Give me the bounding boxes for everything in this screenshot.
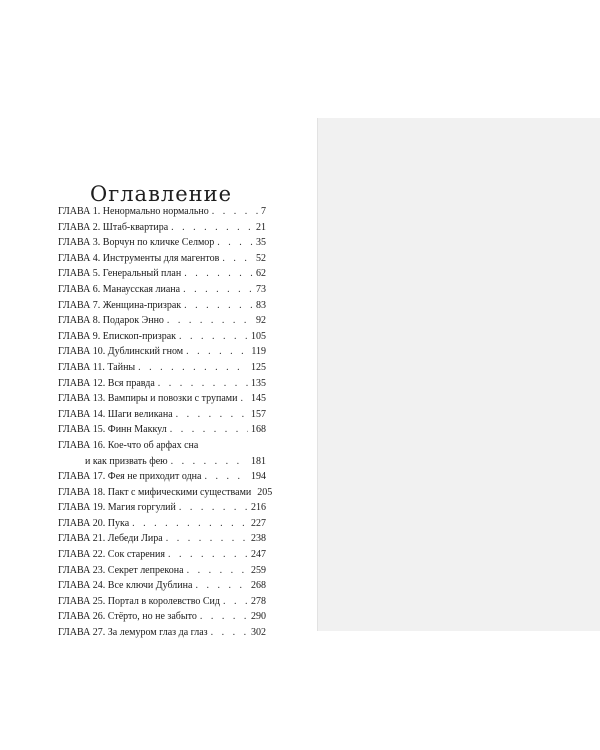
- toc-leader-dots: [222, 253, 253, 264]
- toc-entry: [58, 346, 266, 362]
- toc-entry-page: 125: [251, 361, 266, 373]
- toc-title: Оглавление: [90, 182, 233, 207]
- toc-leader-dots: [170, 424, 248, 435]
- toc-entry-title: ГЛАВА 21. Лебеди Лира: [58, 533, 163, 545]
- toc-leader-dots: [171, 222, 253, 233]
- toc-entry-title: ГЛАВА 6. Манаусская лиана: [58, 283, 181, 295]
- toc-leader-dots: [158, 378, 248, 389]
- toc-entry: [58, 206, 266, 222]
- toc-entry-title: ГЛАВА 2. Штаб-квартира: [58, 221, 169, 233]
- toc-entry-title: ГЛАВА 15. Финн Маккул: [58, 424, 167, 436]
- toc-entry-page: 7: [261, 206, 266, 217]
- toc-entry-page: 238: [251, 533, 266, 545]
- toc-leader-dots: [204, 471, 248, 482]
- toc-leader-dots: [200, 611, 248, 622]
- toc-leader-dots: [138, 362, 248, 373]
- toc-list: [58, 206, 273, 643]
- toc-entry-page: 145: [251, 393, 266, 405]
- toc-entry-title: ГЛАВА 18. Пакт с мифическими существами: [58, 486, 252, 498]
- toc-entry: [58, 456, 266, 472]
- toc-entry: [58, 611, 266, 627]
- toc-leader-dots: [183, 284, 253, 295]
- toc-leader-dots: [187, 565, 248, 576]
- toc-entry: [58, 331, 266, 347]
- toc-entry-page: 83: [256, 299, 266, 311]
- toc-leader-dots: [179, 502, 248, 513]
- toc-entry: [58, 284, 266, 300]
- toc-leader-dots: [132, 518, 248, 529]
- toc-entry-title: ГЛАВА 12. Вся правда: [58, 377, 155, 389]
- toc-entry: [58, 471, 266, 487]
- toc-leader-dots: [217, 237, 253, 248]
- toc-entry-page: 194: [251, 471, 266, 483]
- toc-entry-title: ГЛАВА 26. Стёрто, но не забыто: [58, 611, 197, 623]
- toc-entry-title: ГЛАВА 20. Пука: [58, 517, 130, 529]
- toc-leader-dots: [212, 206, 258, 217]
- toc-leader-dots: [171, 456, 248, 467]
- toc-entry-title: ГЛАВА 27. За лемуром глаз да глаз: [58, 627, 208, 639]
- toc-entry-page: 105: [251, 330, 266, 342]
- toc-entry-page: 205: [257, 486, 273, 498]
- toc-entry-title: ГЛАВА 9. Епископ-призрак: [58, 330, 177, 342]
- toc-entry: [58, 518, 266, 534]
- toc-entry-page: 268: [251, 580, 266, 592]
- toc-entry: [58, 502, 266, 518]
- toc-leader-dots: [223, 596, 248, 607]
- toc-entry-page: 278: [251, 595, 266, 607]
- toc-entry-page: 21: [256, 221, 266, 233]
- toc-entry-title: ГЛАВА 5. Генеральный план: [58, 268, 182, 280]
- toc-entry-title: ГЛАВА 25. Портал в королевство Сид: [58, 595, 220, 607]
- toc-entry-title: ГЛАВА 8. Подарок Энно: [58, 315, 164, 327]
- toc-entry-title: ГЛАВА 17. Фея не приходит одна: [58, 471, 202, 483]
- toc-entry: [58, 268, 266, 284]
- toc-entry-page: 181: [251, 455, 266, 467]
- toc-entry-title: ГЛАВА 7. Женщина-призрак: [58, 299, 182, 311]
- toc-entry-title: ГЛАВА 23. Секрет лепрекона: [58, 564, 184, 576]
- toc-entry: [58, 596, 266, 612]
- toc-leader-dots: [184, 300, 253, 311]
- toc-entry: [58, 378, 266, 394]
- toc-entry: [58, 565, 266, 581]
- toc-entry: [58, 222, 266, 238]
- toc-entry: [58, 362, 266, 378]
- toc-entry-page: 216: [251, 502, 266, 514]
- toc-entry: [58, 393, 266, 409]
- toc-entry-page: 157: [251, 408, 266, 420]
- toc-entry: [58, 627, 266, 643]
- toc-entry: [58, 440, 266, 456]
- toc-entry-page: 62: [256, 268, 266, 280]
- toc-leader-dots: [167, 315, 253, 326]
- toc-entry: [58, 580, 266, 596]
- toc-entry-page: 135: [251, 377, 266, 389]
- toc-leader-dots: [195, 580, 248, 591]
- toc-entry: [58, 409, 266, 425]
- toc-leader-dots: [166, 533, 248, 544]
- toc-entry-page: 259: [251, 564, 266, 576]
- toc-entry-title: и как призвать фею: [85, 455, 168, 467]
- toc-entry: [58, 533, 266, 549]
- toc-entry-page: 302: [251, 627, 266, 639]
- toc-entry-title: ГЛАВА 16. Кое-что об арфах сна: [58, 439, 199, 451]
- toc-leader-dots: [240, 393, 248, 404]
- toc-leader-dots: [176, 409, 248, 420]
- toc-entry: [58, 253, 266, 269]
- toc-entry: [58, 486, 273, 503]
- toc-leader-dots: [186, 346, 248, 357]
- toc-entry-page: 119: [251, 346, 266, 358]
- toc-entry-title: ГЛАВА 24. Все ключи Дублина: [58, 580, 193, 592]
- toc-entry-page: 92: [256, 315, 266, 327]
- toc-entry-page: 35: [256, 237, 266, 249]
- toc-entry-title: ГЛАВА 1. Ненормально нормально: [58, 206, 209, 217]
- right-page: [317, 118, 600, 631]
- toc-entry: [58, 549, 266, 565]
- toc-entry: [58, 300, 266, 316]
- toc-entry-title: ГЛАВА 13. Вампиры и повозки с трупами: [58, 393, 238, 405]
- toc-entry-title: ГЛАВА 4. Инструменты для магентов: [58, 252, 220, 264]
- toc-entry-page: 52: [256, 252, 266, 264]
- toc-entry-title: ГЛАВА 3. Ворчун по кличке Селмор: [58, 237, 215, 249]
- toc-leader-dots: [168, 549, 248, 560]
- toc-leader-dots: [184, 268, 253, 279]
- toc-entry-title: ГЛАВА 19. Магия горгулий: [58, 502, 176, 514]
- toc-entry-page: 73: [256, 283, 266, 295]
- toc-entry-title: ГЛАВА 14. Шаги великана: [58, 408, 173, 420]
- toc-entry-page: 247: [251, 549, 266, 561]
- toc-entry-title: ГЛАВА 11. Тайны: [58, 361, 136, 373]
- toc-entry-page: 227: [251, 517, 266, 529]
- toc-entry: [58, 315, 266, 331]
- toc-entry-page: 168: [251, 424, 266, 436]
- toc-leader-dots: [179, 331, 248, 342]
- toc-leader-dots: [211, 627, 248, 638]
- toc-entry: [58, 237, 266, 253]
- toc-entry-title: ГЛАВА 22. Сок старения: [58, 549, 165, 561]
- toc-entry: [58, 424, 266, 440]
- toc-entry-title: ГЛАВА 10. Дублинский гном: [58, 346, 184, 358]
- toc-entry-page: 290: [251, 611, 266, 623]
